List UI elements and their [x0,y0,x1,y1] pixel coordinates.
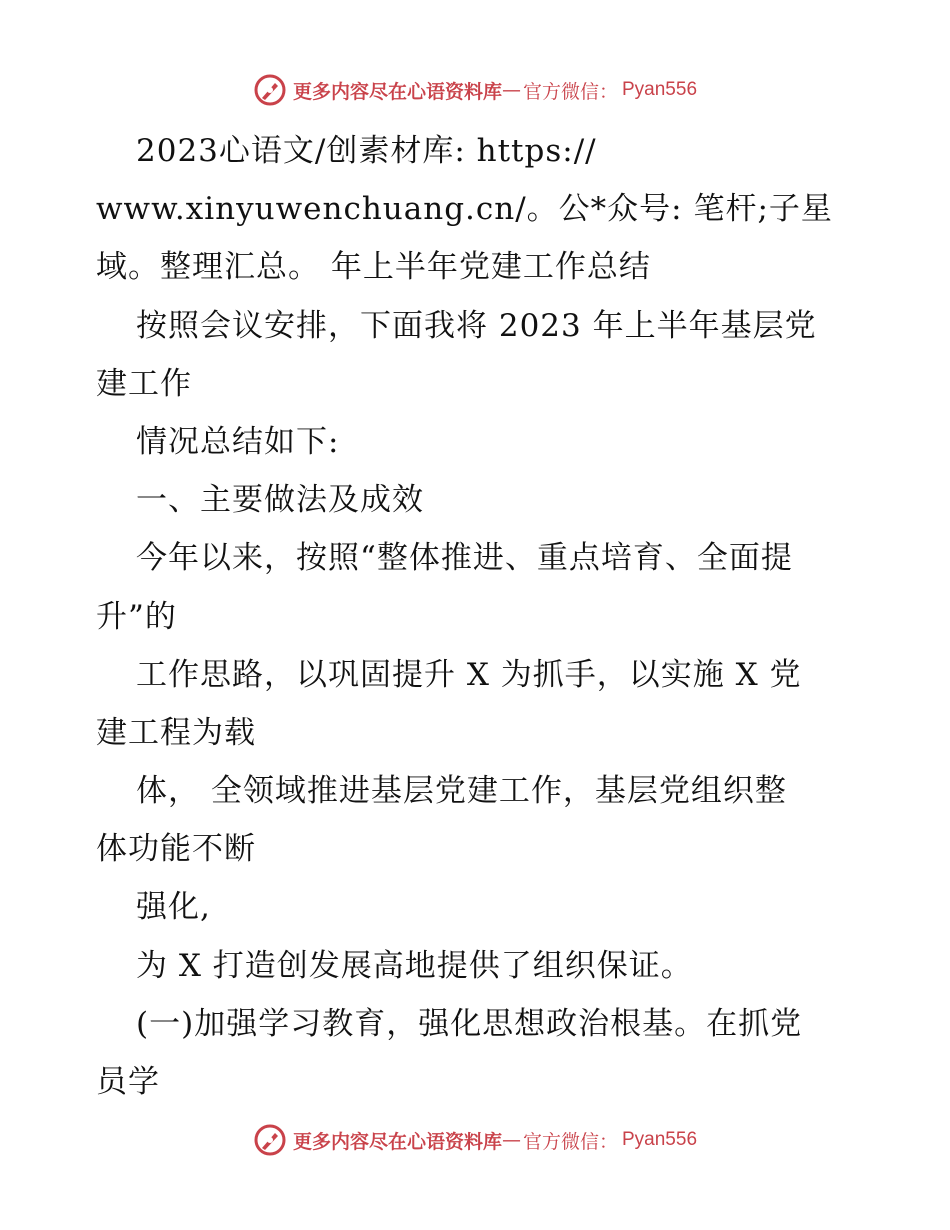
banner-wechat-id: Pyan556 [622,1129,698,1150]
document-line: 强化, [136,889,211,926]
document-line: 建工作 [96,365,192,402]
document-line: 建工程为载 [96,714,256,751]
document-line: 工作思路，以巩固提升 X 为抓手，以实施 X 党 [136,656,802,693]
banner-separator: — [501,1129,521,1151]
banner-main-text: 更多内容尽在心语资料库 [292,80,502,103]
document-line: 一、主要做法及成效 [136,482,424,519]
banner-sub-text: 官方微信： [522,1130,618,1153]
banner-wechat-id: Pyan556 [622,79,698,100]
header-banner [0,70,950,110]
document-line: www.xinyuwenchuang.cn/。公*众号: 笔杆;子星 [96,191,833,228]
document-line: 体， 全领域推进基层党建工作，基层党组织整 [136,773,787,810]
banner-sub-text: 官方微信： [522,80,618,103]
footer-banner [0,1120,950,1160]
pen-circle-logo-icon [253,1123,287,1157]
document-line: 员学 [96,1064,160,1100]
banner-separator: — [501,79,521,101]
pen-circle-logo-icon [253,73,287,107]
document-line: 情况总结如下: [136,423,340,460]
document-line: 域。整理汇总。 年上半年党建工作总结 [96,249,651,286]
document-line: 升”的 [96,598,177,635]
document-line: 为 X 打造创发展高地提供了组织保证。 [136,947,693,984]
document-body [96,122,856,1111]
document-line: (一)加强学习教育，强化思想政治根基。在抓党 [136,1005,803,1042]
banner-main-text: 更多内容尽在心语资料库 [292,1130,502,1153]
document-line: 今年以来，按照“整体推进、重点培育、全面提 [136,540,793,577]
document-line: 按照会议安排，下面我将 2023 年上半年基层党 [136,307,817,344]
document-line: 体功能不断 [96,831,256,868]
document-line: 2023心语文/创素材库: https:// [136,133,597,169]
